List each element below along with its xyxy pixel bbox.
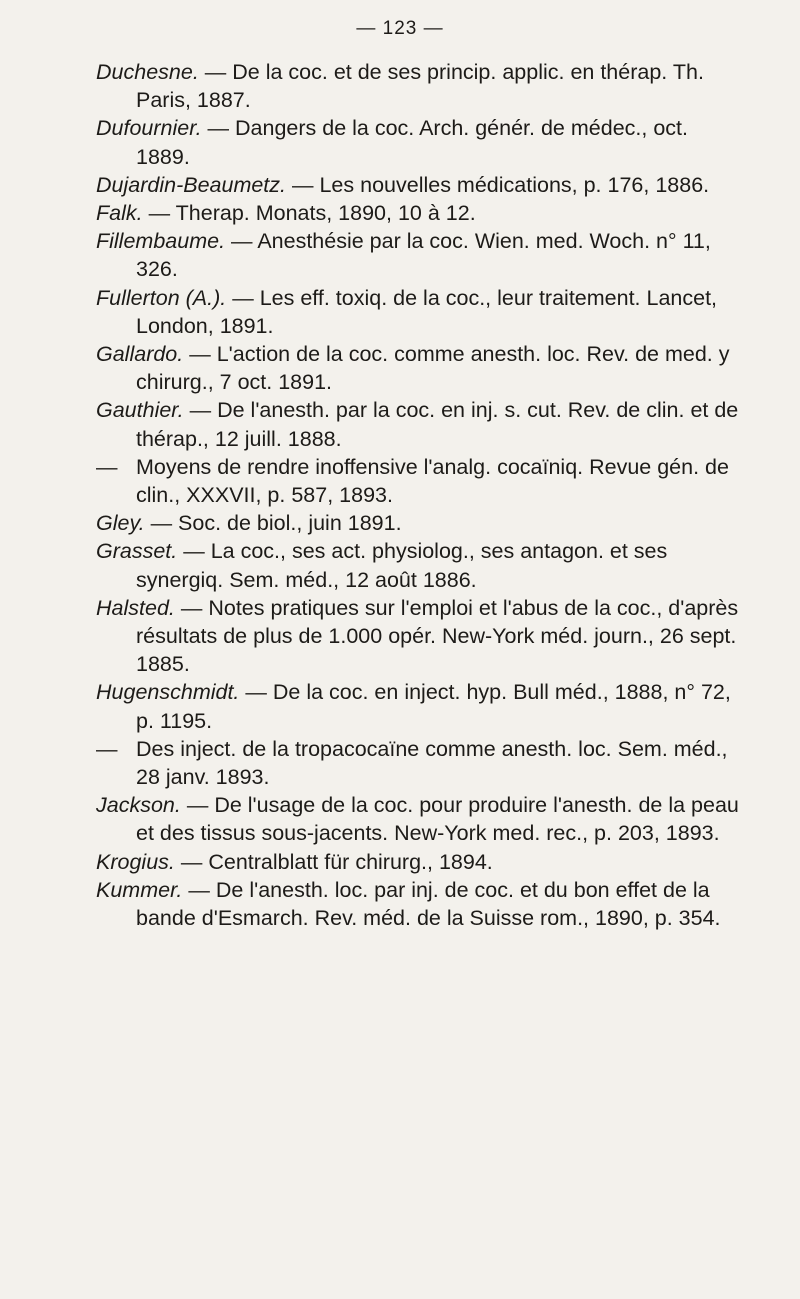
bibliography-entry	[96, 594, 746, 679]
entry-text: — Dangers de la coc. Arch. génér. de médec., oct. 1889.	[136, 116, 688, 169]
bibliography-entry	[96, 227, 746, 283]
ditto-dash: —	[96, 454, 118, 479]
entry-text: Des inject. de la tropacocaïne comme anesth. loc. Sem. méd., 28 janv. 1893.	[136, 736, 728, 790]
entry-text: — Therap. Monats, 1890, 10 à 12.	[148, 201, 476, 226]
entry-text: — De l'anesth. par la coc. en inj. s. cut. Rev. de clin. et de thérap., 12 juill. 1888.	[136, 398, 739, 451]
entry-author: Hugenschmidt.	[96, 680, 240, 705]
entry-author: Dufournier.	[96, 116, 202, 141]
entry-author: Fillembaume.	[96, 229, 226, 254]
entry-author: Gallardo.	[96, 342, 184, 367]
entry-author: Gauthier.	[96, 398, 184, 423]
bibliography-entry	[96, 537, 746, 593]
bibliography-entry	[96, 678, 746, 734]
entry-text: Moyens de rendre inoffensive l'analg. cocaïniq. Revue gén. de clin., XXXVII, p. 587, 1893.	[136, 454, 729, 508]
bibliography-entry	[96, 340, 746, 396]
entry-text: — Les eff. toxiq. de la coc., leur traitement. Lancet, London, 1891.	[136, 285, 718, 338]
bibliography-entry	[96, 396, 746, 452]
entry-text: — Centralblatt für chirurg., 1894.	[180, 849, 493, 874]
bibliography-entry	[96, 509, 746, 537]
bibliography-entry	[96, 848, 746, 876]
entry-author: Fullerton (A.).	[96, 285, 227, 310]
entry-text: — Soc. de biol., juin 1891.	[150, 511, 402, 536]
entry-text: — Notes pratiques sur l'emploi et l'abus de la coc., d'après résultats de plus de 1.000 opér. New-York méd. journ., 26 sept. 1885.	[136, 595, 739, 677]
entry-author: Krogius.	[96, 849, 175, 874]
bibliography-entry	[96, 791, 746, 847]
entry-text: — L'action de la coc. comme anesth. loc. Rev. de med. y chirurg., 7 oct. 1891.	[136, 342, 730, 395]
entry-author: Grasset.	[96, 539, 178, 564]
entry-author: Kummer.	[96, 877, 183, 902]
page-number: — 123 —	[356, 18, 444, 39]
bibliography-entry	[96, 58, 746, 114]
bibliography-entry	[96, 284, 746, 340]
bibliography-entry	[96, 199, 746, 227]
entry-author: Jackson.	[96, 793, 181, 818]
bibliography-list	[96, 58, 746, 932]
entry-text: — La coc., ses act. physiolog., ses antagon. et ses synergiq. Sem. méd., 12 août 1886.	[136, 539, 668, 592]
entry-author: Duchesne.	[96, 60, 199, 84]
entry-text: — De la coc. en inject. hyp. Bull méd., 1888, n° 72, p. 1195.	[136, 680, 731, 733]
entry-author: Falk.	[96, 201, 143, 226]
entry-text: — De l'anesth. loc. par inj. de coc. et du bon effet de la bande d'Esmarch. Rev. méd. de la Suisse rom., 1890, p. 354.	[136, 877, 721, 931]
bibliography-entry	[96, 171, 746, 199]
entry-text: — De la coc. et de ses princip. applic. en thérap. Th. Paris, 1887.	[136, 60, 704, 113]
entry-text: — Anesthésie par la coc. Wien. med. Woch. n° 11, 326.	[136, 229, 711, 282]
ditto-dash: —	[96, 736, 118, 761]
bibliography-subentry	[96, 453, 746, 509]
entry-author: Dujardin-Beaumetz.	[96, 172, 287, 197]
entry-author: Halsted.	[96, 595, 175, 620]
entry-author: Gley.	[96, 511, 145, 536]
bibliography-entry	[96, 114, 746, 170]
entry-text: — Les nouvelles médications, p. 176, 1886.	[292, 172, 710, 197]
entry-text: — De l'usage de la coc. pour produire l'anesth. de la peau et des tissus sous-jacents. New-York med. rec., p. 203, 1893.	[136, 793, 739, 846]
bibliography-subentry	[96, 735, 746, 791]
bibliography-entry	[96, 876, 746, 932]
